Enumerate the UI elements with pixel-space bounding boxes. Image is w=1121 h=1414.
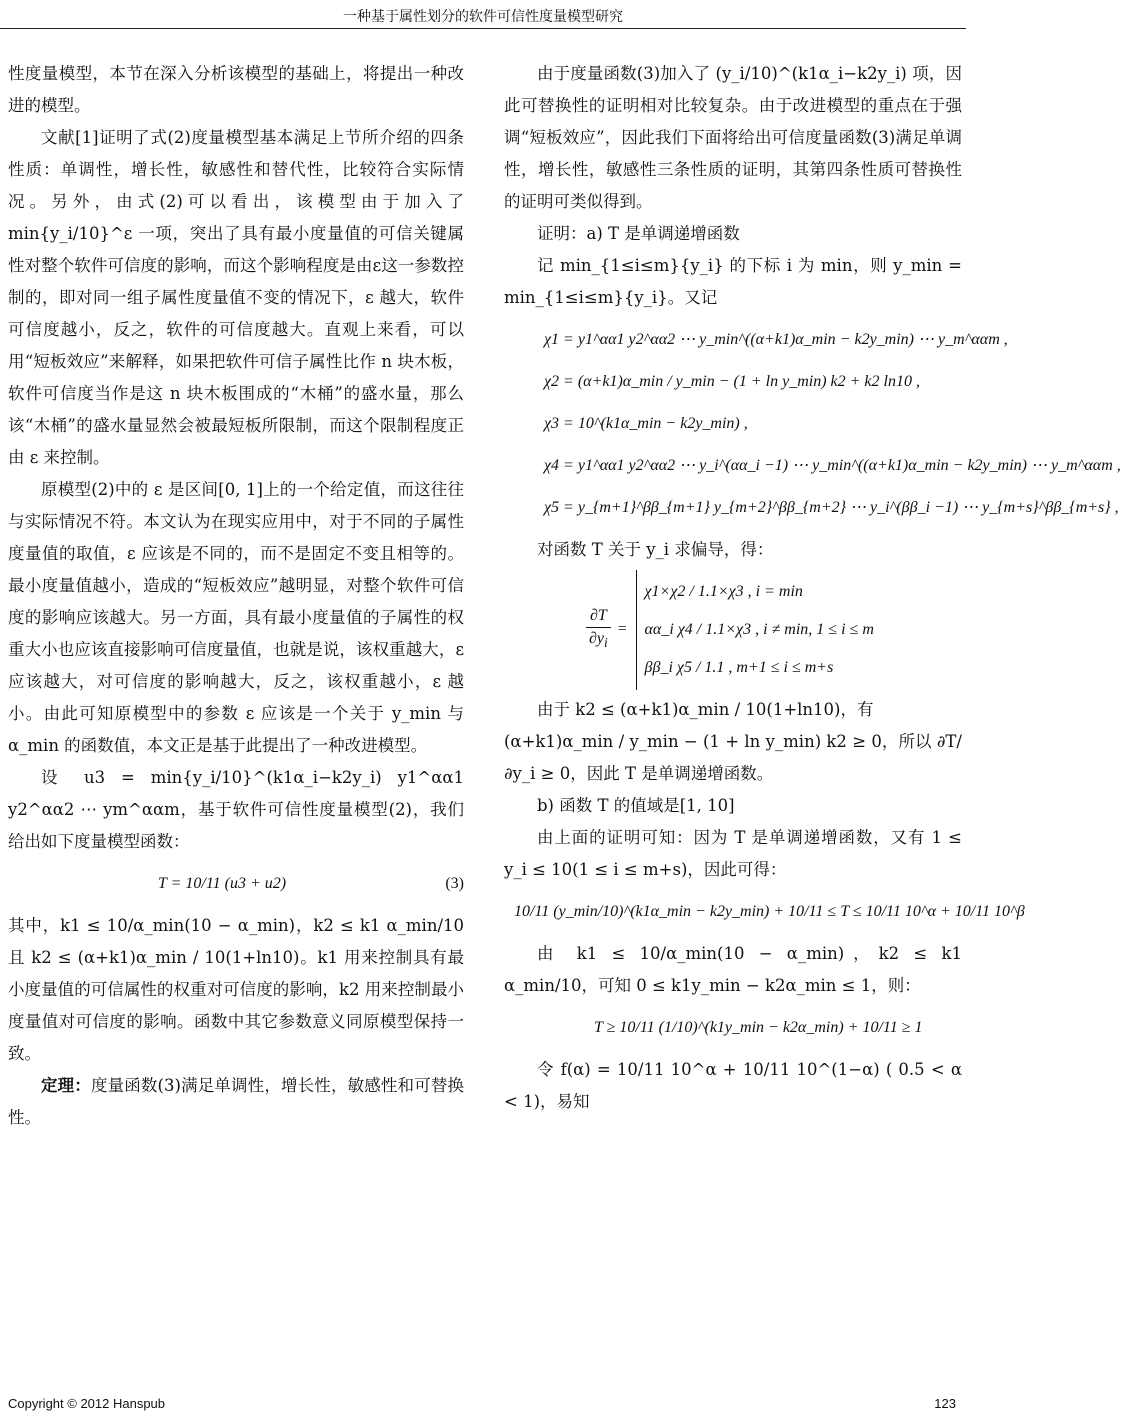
right-para-4: 对函数 T 关于 y_i 求偏导，得： xyxy=(537,540,774,559)
partial-fraction: $\frac{\partial T}{\partial y_i}$ xyxy=(586,605,611,654)
right-para-2: 证明：a) T 是单调递增函数 xyxy=(537,224,740,243)
right-para-6: (α+k1)α_min / y_min − (1 + ln y_min) k2 ≥ 0，所以 ∂T/∂y_i ≥ 0，因此 T 是单调递增函数。 xyxy=(504,732,962,783)
running-header: 一种基于属性划分的软件可信性度量模型研究 xyxy=(343,9,623,25)
left-column xyxy=(8,58,464,1134)
chi-3: χ3 = 10^(k1α_min − k2y_min) , xyxy=(544,415,748,432)
right-para-1: 由于度量函数(3)加入了 (y_i/10)^(k1α_i−k2y_i) 项，因此可替换性的证明相对比较复杂。由于改进模型的重点在于强调“短板效应”，因此我们下面将给出可信度量函数(3)满足单调性，增长性，敏感性三条性质的证明，其第四条性质可替换性的证明可类似得到。 xyxy=(504,64,962,211)
range-inequality-1 xyxy=(504,896,1025,928)
copyright: Copyright © 2012 Hanspub xyxy=(8,1396,166,1411)
theorem-label: 定理： xyxy=(41,1076,91,1095)
left-para-1: 性度量模型，本节在深入分析该模型的基础上，将提出一种改进的模型。 xyxy=(8,64,464,115)
partial-derivative: $\frac{\partial T}{\partial y_i}$ = χ1×χ2 / 1.1×χ3 , i = min αα_i χ4 / 1.1×χ3 , i ≠ min, 1 ≤ i ≤ m ββ_i χ5 / 1.1 , m+1 ≤ i ≤ m+s xyxy=(504,570,962,690)
right-para-9: 由 k1 ≤ 10/α_min(10 − α_min)，k2 ≤ k1 α_min/10，可知 0 ≤ k1y_min − k2α_min ≤ 1，则： xyxy=(504,944,962,995)
left-para-5: 其中，k1 ≤ 10/α_min(10 − α_min)，k2 ≤ k1 α_min/10 且 k2 ≤ (α+k1)α_min / 10(1+ln10)。k1 用来控制具有最小度量值的可信属性的权重对可信度的影响，k2 用来控制最小度量值对可信度的影响。函数中其它参数意义同原模型保持一致。 xyxy=(8,916,464,1063)
right-para-8: 由上面的证明可知：因为 T 是单调递增函数，又有 1 ≤ y_i ≤ 10(1 ≤ i ≤ m+s)，因此可得： xyxy=(504,828,962,879)
case-3: ββ_i χ5 / 1.1 , m+1 ≤ i ≤ m+s xyxy=(644,659,834,676)
chi-1: χ1 = y1^αα1 y2^αα2 ⋯ y_min^((α+k1)α_min − k2y_min) ⋯ y_m^ααm , xyxy=(544,331,1008,348)
left-para-3: 原模型(2)中的 ε 是区间[0, 1]上的一个给定值，而这往往与实际情况不符。本文认为在现实应用中，对于不同的子属性度量值的取值，ε 应该是不同的，而不是固定不变且相等的。最小度量值越小，造成的“短板效应”越明显，对整个软件可信度的影响应该越大。另一方面，具有最小度量值的子属性的权重大小也应该直接影响可信度量值，也就是说，该权重越大，ε 应该越大，对可信度的影响越大，反之，该权重越小，ε 越小。由此可知原模型中的参数 ε 应该是一个关于 y_min 与 α_min 的函数值，本文正是基于此提出了一种改进模型。 xyxy=(8,480,464,755)
equation-3 xyxy=(8,868,464,900)
chi-4: χ4 = y1^αα1 y2^αα2 ⋯ y_i^(αα_i −1) ⋯ y_min^((α+k1)α_min − k2y_min) ⋯ y_m^ααm , xyxy=(544,457,1121,474)
right-para-7: b) 函数 T 的值域是[1, 10] xyxy=(537,796,735,815)
right-column xyxy=(504,58,1121,1118)
header-rule xyxy=(0,28,966,29)
case-2: αα_i χ4 / 1.1×χ3 , i ≠ min, 1 ≤ i ≤ m xyxy=(644,621,874,638)
page-number: 123 xyxy=(934,1396,956,1411)
equation-3-body: T = 10/11 (u3 + u2) xyxy=(158,875,287,892)
right-para-3: 记 min_{1≤i≤m}{y_i} 的下标 i 为 min，则 y_min = min_{1≤i≤m}{y_i}。又记 xyxy=(504,256,962,307)
theorem xyxy=(8,1070,464,1134)
right-para-5: 由于 k2 ≤ (α+k1)α_min / 10(1+ln10)，有 xyxy=(537,700,874,719)
chi-definitions xyxy=(504,324,1121,524)
theorem-text: 度量函数(3)满足单调性，增长性，敏感性和可替换性。 xyxy=(8,1076,464,1127)
ineq-2: T ≥ 10/11 (1/10)^(k1y_min − k2α_min) + 10/11 ≥ 1 xyxy=(594,1019,923,1036)
right-para-10: 令 f(α) = 10/11 10^α + 10/11 10^(1−α) ( 0.5 < α < 1)，易知 xyxy=(504,1060,962,1111)
equation-3-number: (3) xyxy=(445,875,464,892)
chi-2: χ2 = (α+k1)α_min / y_min − (1 + ln y_min) k2 + k2 ln10 , xyxy=(544,373,920,390)
chi-5: χ5 = y_{m+1}^ββ_{m+1} y_{m+2}^ββ_{m+2} ⋯ y_i^(ββ_i −1) ⋯ y_{m+s}^ββ_{m+s} , xyxy=(544,499,1119,516)
left-para-2: 文献[1]证明了式(2)度量模型基本满足上节所介绍的四条性质：单调性，增长性，敏感性和替代性，比较符合实际情况。另外，由式(2)可以看出，该模型由于加入了 min{y_i/10}^ε 一项，突出了具有最小度量值的可信关键属性对整个软件可信度的影响，而这个影响程度是由ε这一参数控制的，即对同一组子属性度量值不变的情况下，ε 越大，软件可信度越小，反之，软件的可信度越大。直观上来看，可以用“短板效应”来解释，如果把软件可信子属性比作 n 块木板，软件可信度当作是这 n 块木板围成的“木桶”的盛水量，那么该“木桶”的盛水量显然会被最短板所限制，而这个限制程度正由 ε 来控制。 xyxy=(8,128,464,467)
ineq-1: 10/11 (y_min/10)^(k1α_min − k2y_min) + 10/11 ≤ T ≤ 10/11 10^α + 10/11 10^β xyxy=(514,903,1025,920)
range-inequality-2 xyxy=(504,1012,962,1044)
case-1: χ1×χ2 / 1.1×χ3 , i = min xyxy=(644,583,803,600)
left-para-4: 设 u3 = min{y_i/10}^(k1α_i−k2y_i) y1^αα1 y2^αα2 ⋯ ym^ααm，基于软件可信性度量模型(2)，我们给出如下度量模型函数： xyxy=(8,768,464,851)
derivative-cases xyxy=(636,570,874,690)
